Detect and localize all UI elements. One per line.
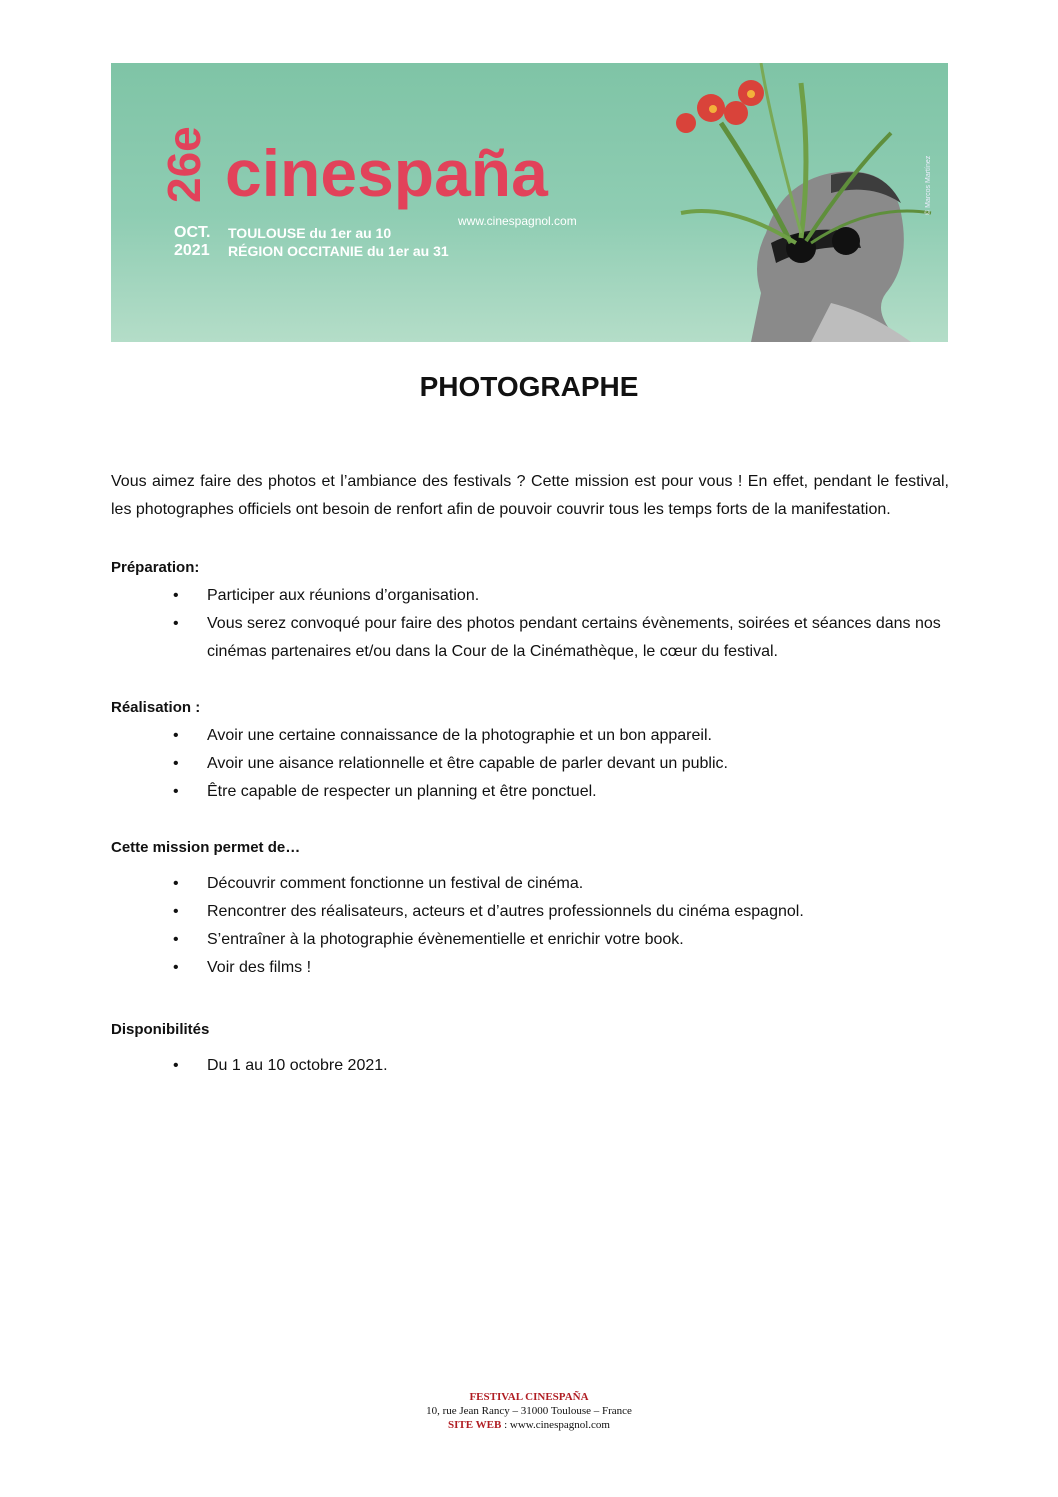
bullet-icon: • bbox=[173, 1057, 179, 1074]
footer-site-link[interactable]: www.cinespagnol.com bbox=[509, 1419, 610, 1431]
bullet-icon: • bbox=[173, 931, 179, 948]
list-item: • S’entraîner à la photographie évènementielle et enrichir votre book. bbox=[111, 926, 949, 954]
section-heading-preparation: Préparation: bbox=[111, 559, 200, 576]
intro-paragraph: Vous aimez faire des photos et l’ambiance des festivals ? Cette mission est pour vous ! En effet, pendant le festival, les photographes officiels ont besoin de renfort afin de pouvoir couvrir tous les temps forts de la manifestation. bbox=[111, 473, 949, 518]
list-availability bbox=[111, 1052, 949, 1080]
bullet-icon: • bbox=[173, 875, 179, 892]
section-heading-realisation: Réalisation : bbox=[111, 699, 201, 716]
banner-year: 2021 bbox=[174, 242, 210, 259]
bullet-icon: • bbox=[173, 903, 179, 920]
banner-places bbox=[228, 224, 449, 260]
bullet-icon: • bbox=[173, 959, 179, 976]
bullet-icon: • bbox=[173, 783, 179, 800]
list-item: • Être capable de respecter un planning et être ponctuel. bbox=[111, 778, 949, 806]
section-heading-availability: Disponibilités bbox=[111, 1021, 210, 1038]
mission-description bbox=[111, 468, 949, 1080]
bullet-icon: • bbox=[173, 587, 179, 604]
banner-url[interactable]: www.cinespagnol.com bbox=[458, 214, 577, 228]
section-heading-benefits: Cette mission permet de… bbox=[111, 839, 301, 856]
page-title: PHOTOGRAPHE bbox=[419, 371, 639, 402]
banner-line-toulouse: TOULOUSE du 1er au 10 bbox=[228, 225, 392, 241]
list-item: • Découvrir comment fonctionne un festival de cinéma. bbox=[111, 870, 949, 898]
footer-festival-name: FESTIVAL CINESPAÑA bbox=[469, 1391, 589, 1403]
footer-address: 10, rue Jean Rancy – 31000 Toulouse – France bbox=[426, 1405, 632, 1417]
list-item: • Du 1 au 10 octobre 2021. bbox=[111, 1052, 949, 1080]
list-item: • Voir des films ! bbox=[111, 954, 949, 982]
bullet-icon: • bbox=[173, 615, 179, 632]
list-item: • Avoir une aisance relationnelle et être capable de parler devant un public. bbox=[111, 750, 949, 778]
footer-site-label: SITE WEB bbox=[448, 1419, 502, 1431]
banner-month: OCT. bbox=[174, 224, 211, 241]
list-item: • Participer aux réunions d’organisation. bbox=[111, 582, 949, 610]
banner-date bbox=[174, 224, 210, 260]
bullet-icon: • bbox=[173, 755, 179, 772]
list-preparation bbox=[111, 582, 949, 666]
list-realisation bbox=[111, 722, 949, 806]
footer-website: SITE WEB : www.cinespagnol.com bbox=[448, 1419, 610, 1431]
photo-credit: © Marcos Martínez bbox=[925, 155, 932, 215]
bullet-icon: • bbox=[173, 727, 179, 744]
page-footer bbox=[0, 1390, 1058, 1432]
list-item: • Vous serez convoqué pour faire des photos pendant certains évènements, soirées et séances dans nos cinémas partenaires et/ou dans la Cour de la Cinémathèque, le cœur du festival. bbox=[111, 610, 949, 666]
list-benefits bbox=[111, 870, 949, 982]
list-item: • Rencontrer des réalisateurs, acteurs et d’autres professionnels du cinéma espagnol. bbox=[111, 898, 949, 926]
list-item: • Avoir une certaine connaissance de la photographie et un bon appareil. bbox=[111, 722, 949, 750]
festival-logo: cinespaña bbox=[225, 136, 548, 210]
edition-number: 26e bbox=[158, 126, 210, 203]
banner-line-occitanie: RÉGION OCCITANIE du 1er au 31 bbox=[228, 243, 449, 259]
